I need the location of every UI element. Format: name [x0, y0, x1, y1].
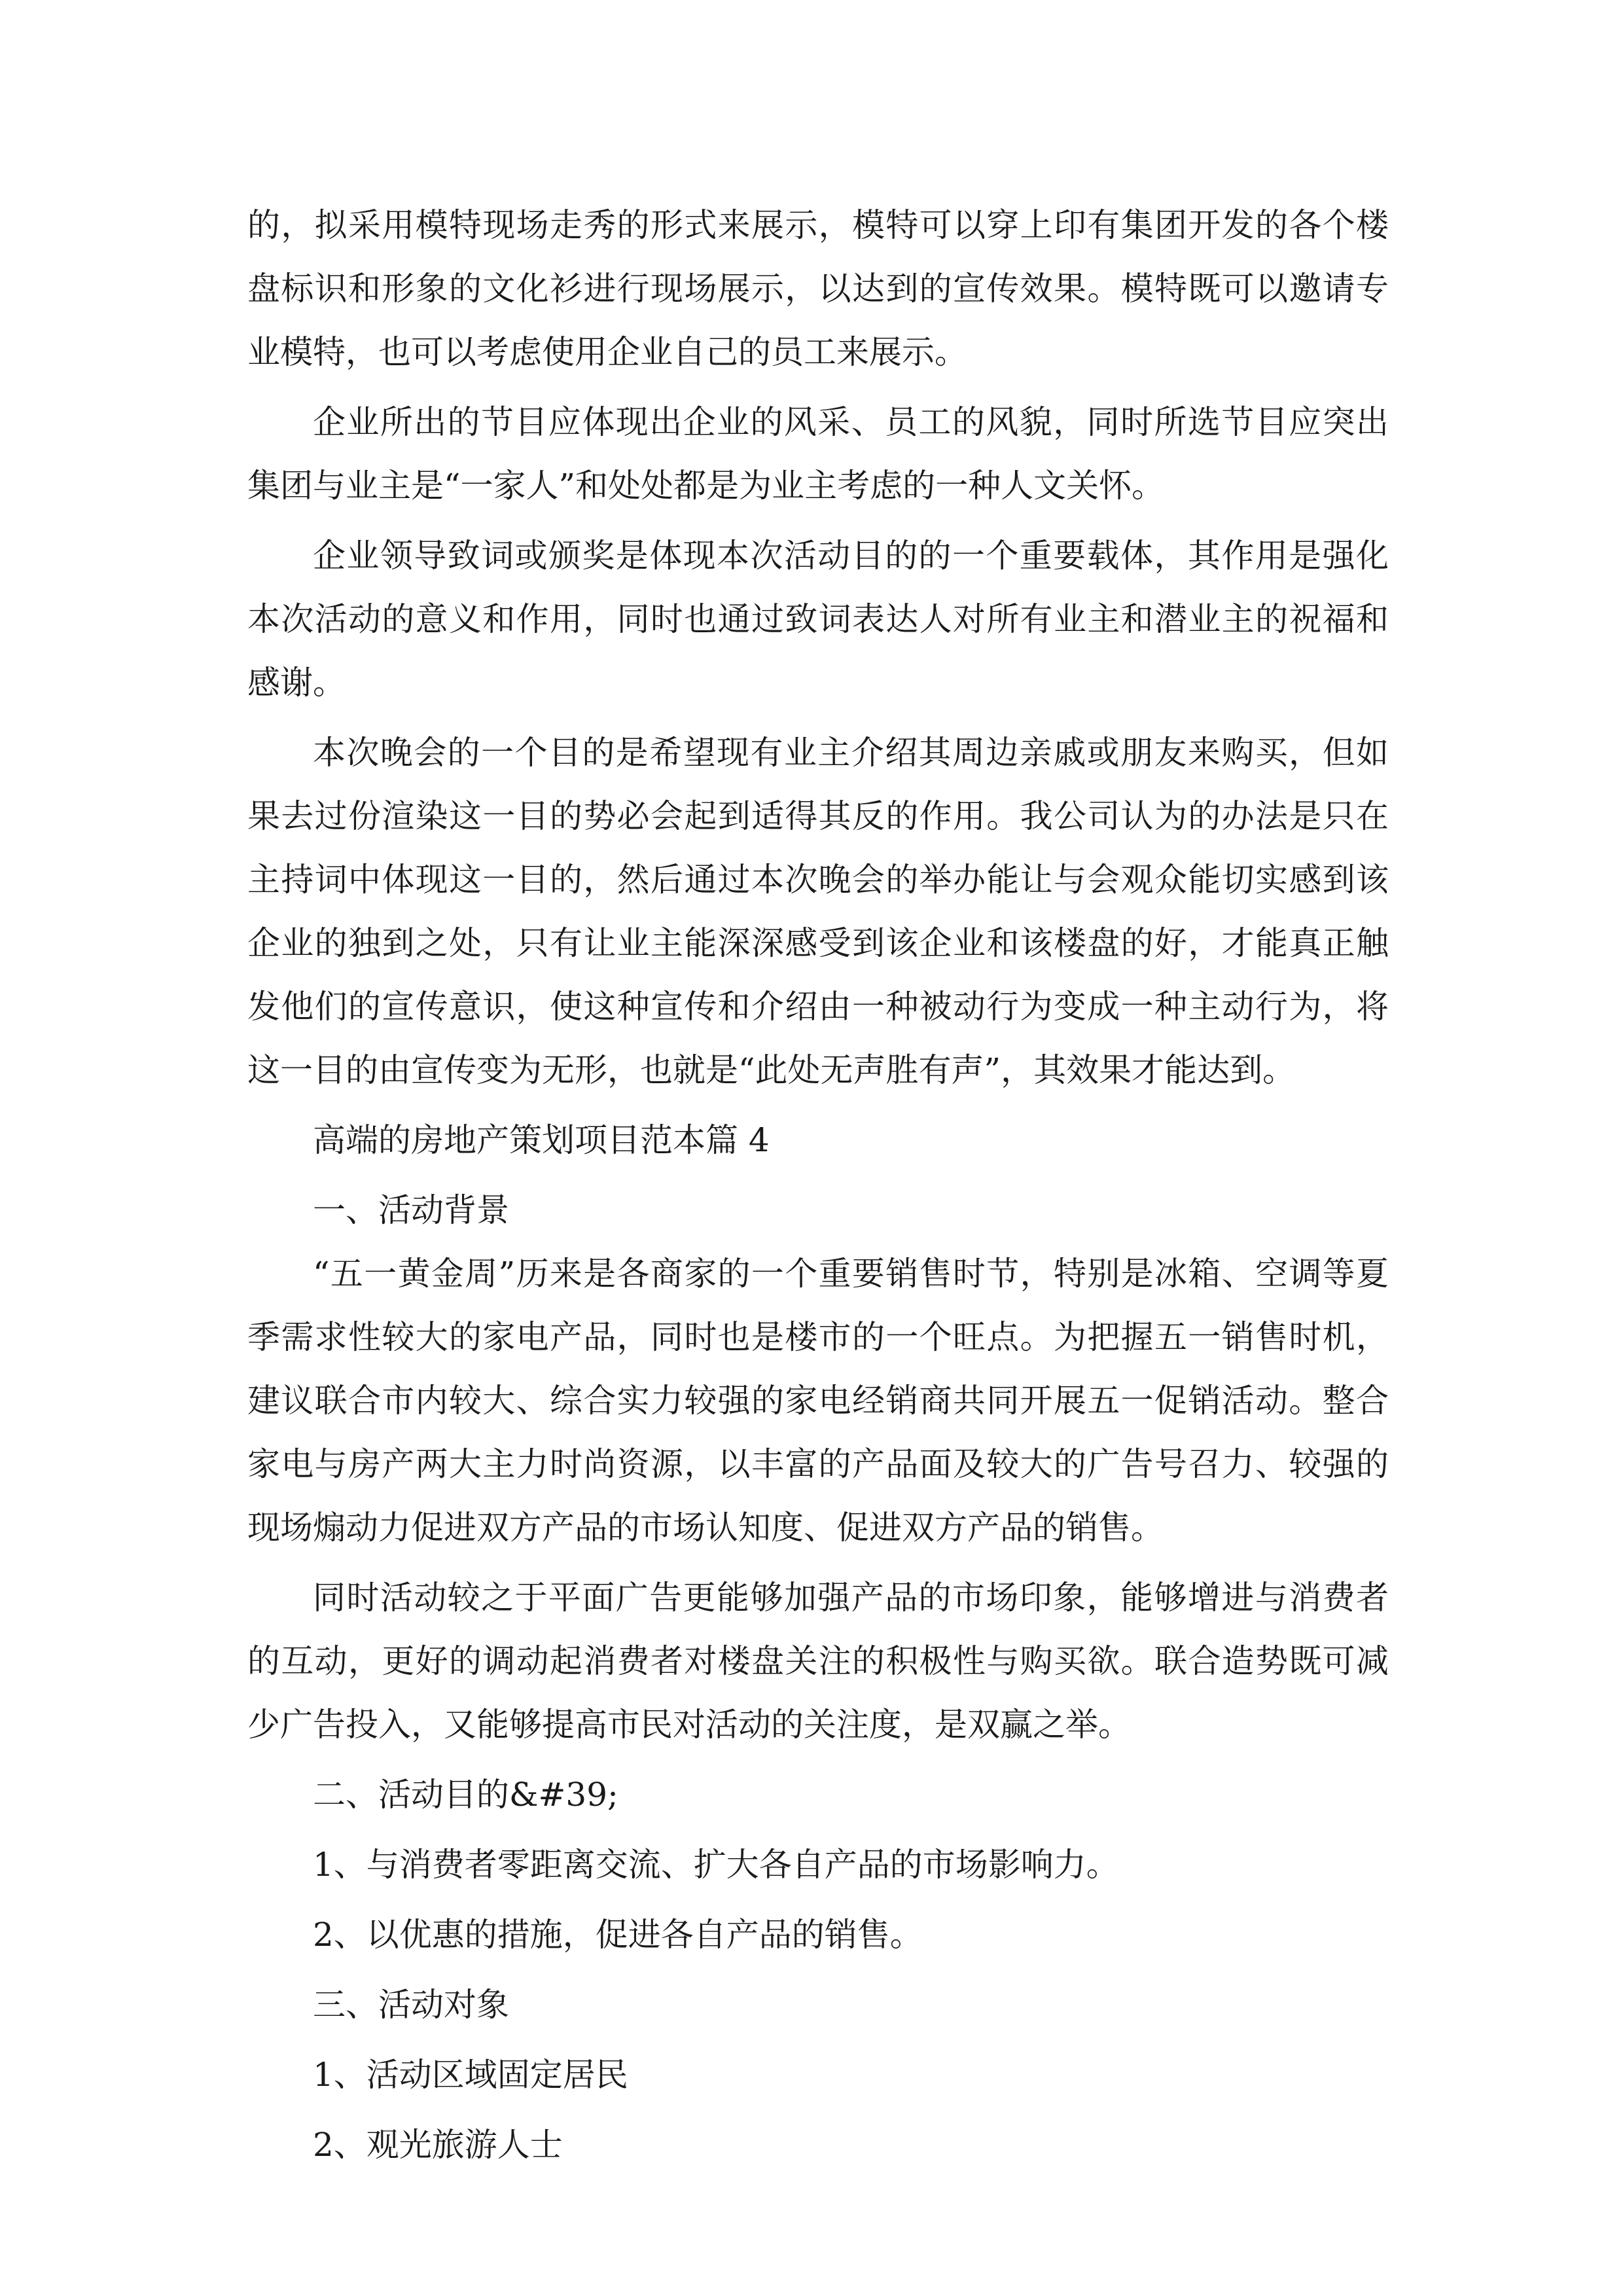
- list-item-goal-2: 2、以优惠的措施，促进各自产品的销售。: [313, 1916, 923, 1954]
- section-title-goals: 二、活动目的&#39;: [313, 1776, 618, 1814]
- section-title-background: 一、活动背景: [313, 1191, 509, 1229]
- paragraph-referral: 本次晚会的一个目的是希望现有业主介绍其周边亲戚或朋友来购买，但如果去过份渲染这一目的势必会起到适得其反的作用。我公司认为的办法是只在主持词中体现这一目的，然后通过本次晚会的举办能让与会观众能切实感到该企业的独到之处，只有让业主能深深感受到该企业和该楼盘的好，才能真正触发他们的宣传意识，使这种宣传和介绍由一种被动行为变成一种主动行为，将这一目的由宣传变为无形，也就是“此处无声胜有声”，其效果才能达到。: [247, 734, 1389, 1089]
- paragraph-background: “五一黄金周”历来是各商家的一个重要销售时节，特别是冰箱、空调等夏季需求性较大的家电产品，同时也是楼市的一个旺点。为把握五一销售时机，建议联合市内较大、综合实力较强的家电经销商共同开展五一促销活动。整合家电与房产两大主力时尚资源，以丰富的产品面及较大的广告号召力、较强的现场煽动力促进双方产品的市场认知度、促进双方产品的销售。: [247, 1255, 1389, 1547]
- section-title-audience: 三、活动对象: [313, 1986, 509, 2024]
- paragraph-program: 企业所出的节目应体现出企业的风采、员工的风貌，同时所选节目应突出集团与业主是“一家人”和处处都是为业主考虑的一种人文关怀。: [247, 403, 1389, 505]
- list-item-audience-2: 2、观光旅游人士: [313, 2126, 563, 2164]
- document-body: [247, 194, 1389, 2177]
- paragraph-leader-speech: 企业领导致词或颁奖是体现本次活动目的的一个重要载体，其作用是强化本次活动的意义和作用，同时也通过致词表达人对所有业主和潜业主的祝福和感谢。: [247, 537, 1389, 702]
- section-heading: 高端的房地产策划项目范本篇 4: [313, 1121, 770, 1159]
- list-item-audience-1: 1、活动区域固定居民: [313, 2056, 628, 2094]
- list-item-goal-1: 1、与消费者零距离交流、扩大各自产品的市场影响力。: [313, 1846, 1119, 1884]
- paragraph-continuation: 的，拟采用模特现场走秀的形式来展示，模特可以穿上印有集团开发的各个楼盘标识和形象的文化衫进行现场展示，以达到的宣传效果。模特既可以邀请专业模特，也可以考虑使用企业自己的员工来展示。: [247, 206, 1389, 371]
- paragraph-advantage: 同时活动较之于平面广告更能够加强产品的市场印象，能够增进与消费者的互动，更好的调动起消费者对楼盘关注的积极性与购买欲。联合造势既可减少广告投入，又能够提高市民对活动的关注度，是双赢之举。: [247, 1579, 1389, 1744]
